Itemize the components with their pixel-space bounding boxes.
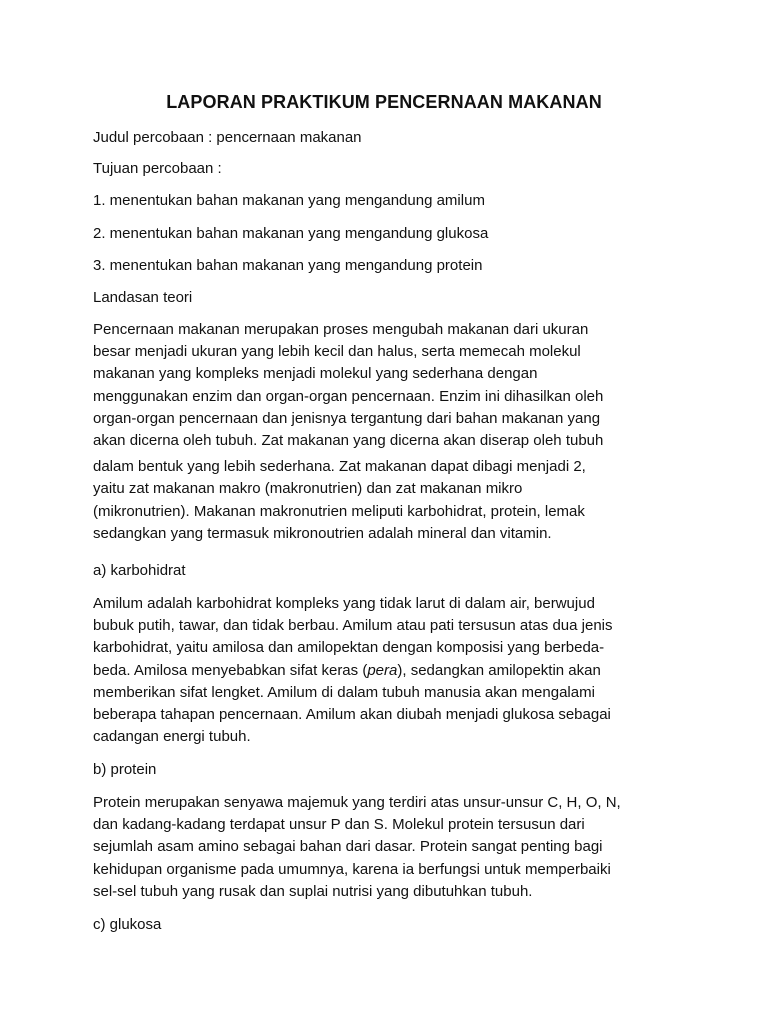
paragraph-line: cadangan energi tubuh.: [93, 728, 251, 746]
paragraph-line: (mikronutrien). Makanan makronutrien meliputi karbohidrat, protein, lemak: [93, 502, 585, 520]
page-title: LAPORAN PRAKTIKUM PENCERNAAN MAKANAN: [166, 92, 602, 112]
paragraph-line-start: beda. Amilosa menyebabkan sifat keras (: [93, 661, 368, 679]
paragraph-line: Pencernaan makanan merupakan proses mengubah makanan dari ukuran: [93, 321, 589, 338]
paragraph-line: yaitu zat makanan makro (makronutrien) dan zat makanan mikro: [93, 480, 523, 498]
paragraph-line: memberikan sifat lengket. Amilum di dalam tubuh manusia akan mengalami: [93, 683, 595, 701]
paragraph-line: sel-sel tubuh yang rusak dan suplai nutrisi yang dibutuhkan tubuh.: [93, 882, 533, 900]
paragraph-line: dalam bentuk yang lebih sederhana. Zat makanan dapat dibagi menjadi 2,: [93, 458, 586, 476]
karbohidrat-paragraph: [93, 593, 693, 748]
judul-percobaan: Judul percobaan : pencernaan makanan: [93, 129, 362, 146]
paragraph-line: organ-organ pencernaan dan jenisnya tergantung dari bahan makanan yang: [93, 409, 601, 427]
paragraph-line: sejumlah asam amino sebagai bahan dari dasar. Protein sangat penting bagi: [93, 838, 603, 856]
paragraph-line: beberapa tahapan pencernaan. Amilum akan diubah menjadi glukosa sebagai: [93, 705, 611, 723]
protein-paragraph: [93, 792, 693, 903]
tujuan-heading: Tujuan percobaan :: [93, 160, 222, 177]
paragraph-line: menggunakan enzim dan organ-organ pencernaan. Enzim ini dihasilkan oleh: [93, 387, 604, 405]
tujuan-item-1: 1. menentukan bahan makanan yang mengandung amilum: [93, 192, 485, 209]
paragraph-line: kehidupan organisme pada umumnya, karena ia berfungsi untuk memperbaiki: [93, 860, 611, 878]
paragraph-line: akan dicerna oleh tubuh. Zat makanan yang dicerna akan diserap oleh tubuh: [93, 431, 604, 449]
paragraph-line: makanan yang kompleks menjadi molekul yang sederhana dengan: [93, 365, 538, 383]
paragraph-line-end: ), sedangkan amilopektin akan: [397, 661, 601, 679]
tujuan-item-2: 2. menentukan bahan makanan yang mengandung glukosa: [93, 225, 489, 242]
paragraph-line: dan kadang-kadang terdapat unsur P dan S. Molekul protein tersusun dari: [93, 816, 585, 834]
tujuan-item-3: 3. menentukan bahan makanan yang mengandung protein: [93, 257, 483, 274]
glukosa-heading: c) glukosa: [93, 916, 162, 933]
paragraph-line: sedangkan yang termasuk mikronoutrien adalah mineral dan vitamin.: [93, 524, 552, 542]
paragraph-line: besar menjadi ukuran yang lebih kecil dan halus, serta memecah molekul: [93, 343, 581, 361]
paragraph-line: Amilum adalah karbohidrat kompleks yang tidak larut di dalam air, berwujud: [93, 595, 595, 612]
paragraph-line: [93, 660, 693, 682]
landasan-paragraph: [93, 319, 693, 545]
italic-term: pera: [367, 661, 398, 679]
paragraph-line: karbohidrat, yaitu amilosa dan amilopektan dengan komposisi yang berbeda-: [93, 639, 605, 657]
paragraph-line: Protein merupakan senyawa majemuk yang terdiri atas unsur-unsur C, H, O, N,: [93, 794, 621, 811]
karbohidrat-heading: a) karbohidrat: [93, 562, 186, 579]
protein-heading: b) protein: [93, 761, 157, 778]
paragraph-line: bubuk putih, tawar, dan tidak berbau. Amilum atau pati tersusun atas dua jenis: [93, 617, 613, 635]
landasan-heading: Landasan teori: [93, 289, 193, 306]
